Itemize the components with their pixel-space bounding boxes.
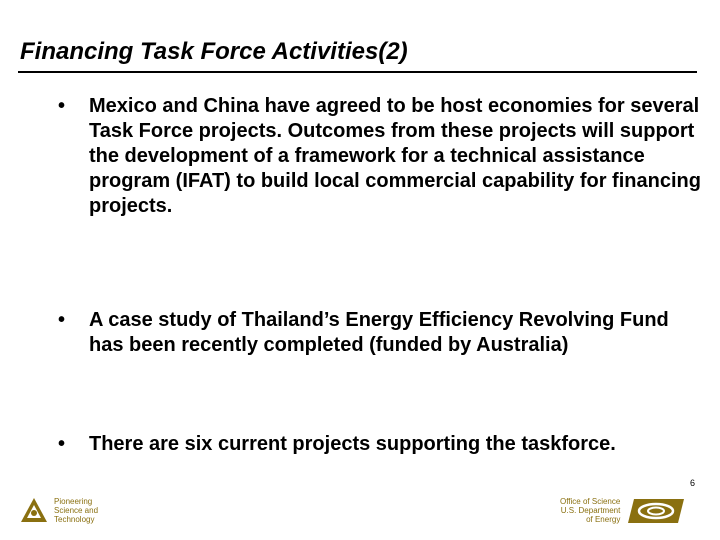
page-number: 6 [690,478,696,488]
footer-org-line: of Energy [586,515,621,524]
footer-tagline-line: Science and [54,506,99,515]
footer-org-line: Office of Science [560,497,621,506]
bullet-text: There are six current projects supporting the taskforce. [89,433,616,455]
footer-right-branding [560,497,686,530]
bullet-marker: • [58,95,66,117]
footer-tagline-line: Pioneering [54,497,93,506]
bullet-text: A case study of Thailand’s Energy Efficiency Revolving Fund has been recently completed (funded by Australia) [89,309,669,356]
atom-lab-logo-icon [20,497,48,528]
footer-tagline [54,497,98,524]
bullet-item [58,308,703,358]
footer-tagline-line: Technology [54,515,95,524]
doe-swirl-logo-icon [626,497,686,530]
bullet-text: Mexico and China have agreed to be host economies for several Task Force projects. Outcomes from these projects will support the development of a framework for a technical assistance program (IFAT) to build local commercial capability for financing projects. [89,95,701,217]
footer-org [560,497,620,524]
bullet-item [58,432,616,457]
footer-left-branding [20,497,98,528]
bullet-marker: • [58,309,66,331]
footer-org-line: U.S. Department [560,506,621,515]
slide-title: Financing Task Force Activities(2) [20,38,408,65]
title-underline [18,71,697,73]
bullet-marker: • [58,433,66,455]
bullet-item [58,94,703,219]
